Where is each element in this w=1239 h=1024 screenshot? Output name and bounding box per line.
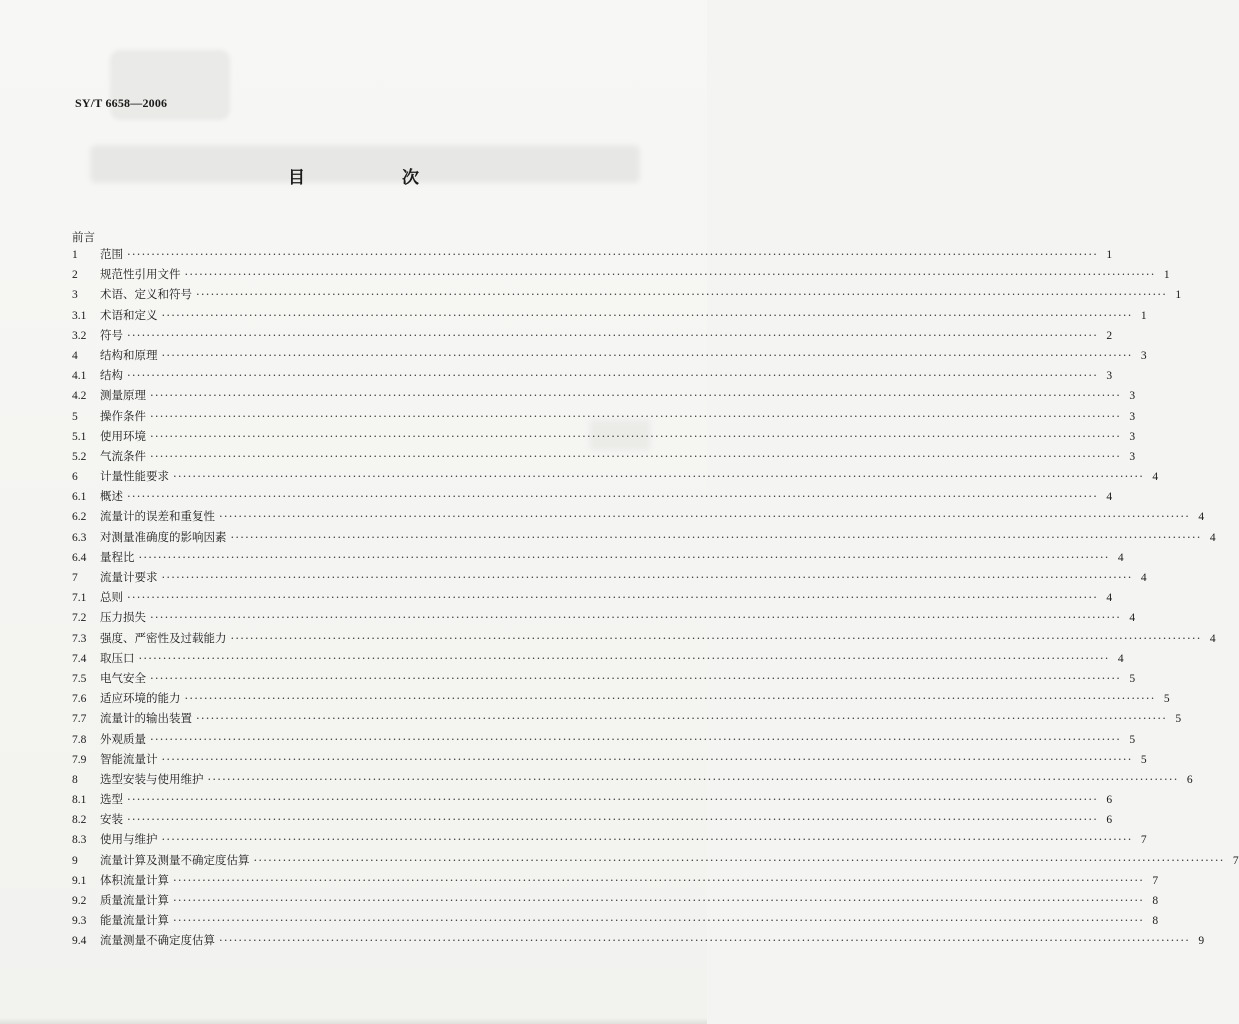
toc-entry-page: 1	[1163, 269, 1170, 282]
toc-entry	[72, 930, 1205, 950]
toc-leader-dots: ········································································································································································································	[161, 751, 1133, 766]
toc-leader-dots: ········································································································································································································	[161, 347, 1133, 362]
toc-entry-label: 范围	[100, 247, 123, 261]
toc-entry	[72, 466, 1159, 486]
toc-entry-label: 操作条件	[100, 408, 146, 423]
toc-entry-number: 4	[72, 349, 78, 362]
toc-entry-number: 4.2	[72, 390, 87, 403]
toc-leader-dots: ········································································································································································································	[127, 489, 1099, 504]
toc-entry	[72, 506, 1205, 526]
toc-leader-dots: ········································································································································································································	[150, 388, 1122, 403]
toc-entry	[72, 345, 1147, 365]
toc-entry-number: 3.2	[72, 329, 87, 342]
toc-entry	[72, 284, 1182, 304]
toc-leader-dots: ········································································································································································································	[253, 852, 1225, 867]
toc-entry-number: 7.8	[72, 733, 87, 746]
toc-leader-dots: ········································································································································································································	[138, 650, 1110, 665]
toc-entry	[72, 426, 1136, 446]
toc-leader-dots: ········································································································································································································	[127, 590, 1099, 605]
toc-entry	[72, 628, 1216, 648]
toc-entry	[72, 527, 1216, 547]
toc-entry	[72, 708, 1182, 728]
toc-entry-page: 4	[1106, 491, 1113, 504]
toc-entry-number: 7.7	[72, 713, 87, 726]
toc-entry	[72, 729, 1136, 749]
toc-entry-page: 4	[1198, 511, 1205, 524]
toc-entry-label: 智能流量计	[100, 751, 158, 766]
standard-code: SY/T 6658—2006	[75, 96, 168, 110]
toc-entry	[72, 607, 1136, 627]
toc-leader-dots: ········································································································································································································	[230, 529, 1202, 544]
toc-entry-page: 4	[1209, 632, 1216, 645]
toc-entry-label: 规范性引用文件	[100, 267, 181, 282]
toc-entry-page: 5	[1175, 713, 1182, 726]
toc-entry-page: 3	[1129, 430, 1136, 443]
toc-entry	[72, 668, 1136, 688]
toc-entry	[72, 870, 1159, 890]
toc-entry-label: 取压口	[100, 650, 135, 665]
toc-entry-page: 3	[1140, 349, 1147, 362]
toc-leader-dots: ········································································································································································································	[150, 670, 1122, 685]
toc-entry-page: 8	[1152, 915, 1159, 928]
toc-preface: 前言	[72, 230, 95, 244]
toc-entry-label: 概述	[100, 489, 123, 504]
toc-entry	[72, 749, 1147, 769]
toc-entry-page: 1	[1140, 309, 1147, 322]
toc-entry-page: 4	[1129, 612, 1136, 625]
toc-entry-page: 5	[1129, 733, 1136, 746]
toc-entry	[72, 688, 1170, 708]
toc-leader-dots: ········································································································································································································	[138, 549, 1110, 564]
toc-entry-number: 8.2	[72, 814, 87, 827]
toc-entry-page: 1	[1106, 249, 1113, 261]
toc-entry-number: 6.4	[72, 551, 87, 564]
toc-leader-dots: ········································································································································································································	[161, 570, 1133, 584]
toc-entry-number: 7	[72, 572, 78, 584]
toc-entry-label: 选型安装与使用维护	[100, 771, 204, 786]
toc-entry-page: 3	[1129, 390, 1136, 403]
toc-entry	[72, 264, 1170, 284]
toc-entry-number: 2	[72, 269, 78, 282]
toc-entry-label: 术语、定义和符号	[100, 287, 192, 302]
toc-entry-page: 8	[1152, 895, 1159, 907]
toc-entry-page: 3	[1129, 450, 1136, 463]
toc-entry-number: 5.1	[72, 430, 87, 443]
toc-entry-label: 结构和原理	[100, 347, 158, 362]
toc-leader-dots: ········································································································································································································	[127, 327, 1099, 342]
toc-leader-dots: ········································································································································································································	[196, 287, 1168, 302]
toc-entry-number: 6	[72, 471, 78, 484]
toc-entry	[72, 850, 1239, 870]
toc-entry-label: 外观质量	[100, 731, 146, 746]
toc-leader-dots: ········································································································································································································	[196, 711, 1168, 726]
toc-entry-number: 5	[72, 410, 78, 423]
toc-entry-number: 3	[72, 289, 78, 302]
toc-entry-page: 4	[1152, 471, 1159, 484]
toc-entry-label: 选型	[100, 792, 123, 807]
toc-leader-dots: ········································································································································································································	[173, 893, 1145, 907]
toc-entry-number: 9	[72, 854, 78, 867]
toc-entry-page: 5	[1129, 672, 1136, 685]
toc-entry	[72, 547, 1124, 567]
toc-entry-label: 压力损失	[100, 610, 146, 625]
toc-leader-dots: ········································································································································································································	[127, 247, 1099, 261]
toc-entry-label: 术语和定义	[100, 307, 158, 322]
toc-leader-dots: ········································································································································································································	[150, 731, 1122, 746]
toc-entry-number: 9.3	[72, 915, 87, 928]
toc-entry-page: 7	[1232, 854, 1239, 867]
toc-entry	[72, 648, 1124, 668]
toc-entry-label: 测量原理	[100, 388, 146, 403]
toc-entry-number: 1	[72, 249, 78, 261]
toc-entry-page: 6	[1106, 794, 1113, 807]
toc-entry-label: 适应环境的能力	[100, 691, 181, 706]
toc-entry-page: 3	[1106, 370, 1113, 383]
toc-entry-number: 7.5	[72, 672, 87, 685]
toc-entry	[72, 567, 1147, 587]
toc-entry	[72, 587, 1113, 607]
toc-entry	[72, 365, 1113, 385]
page-edge	[0, 1018, 707, 1024]
toc-entry-page: 4	[1106, 592, 1113, 605]
toc-entry	[72, 890, 1159, 910]
toc-leader-dots: ········································································································································································································	[230, 630, 1202, 645]
toc-entry-page: 4	[1117, 551, 1124, 564]
toc-entry-number: 6.2	[72, 511, 87, 524]
toc-entry-label: 符号	[100, 327, 123, 342]
toc-entry-page: 1	[1175, 289, 1182, 302]
toc-entry-label: 使用环境	[100, 428, 146, 443]
toc-leader-dots: ········································································································································································································	[150, 408, 1122, 423]
toc-entry-page: 9	[1198, 935, 1205, 948]
toc-entry-label: 电气安全	[100, 670, 146, 685]
toc-leader-dots: ········································································································································································································	[173, 913, 1145, 928]
toc-leader-dots: ········································································································································································································	[173, 872, 1145, 887]
toc-entry	[72, 305, 1147, 325]
toc-entry-page: 4	[1140, 572, 1147, 584]
toc-entry-number: 4.1	[72, 370, 87, 383]
toc-entry	[72, 769, 1193, 789]
toc-entry-page: 6	[1186, 773, 1193, 786]
toc-leader-dots: ········································································································································································································	[184, 691, 1156, 706]
toc-entry-number: 8.3	[72, 834, 87, 847]
toc-entry-page: 2	[1106, 329, 1113, 342]
toc-title: 目 次	[288, 168, 459, 188]
toc-entry-page: 7	[1140, 834, 1147, 847]
toc-entry-number: 3.1	[72, 309, 87, 322]
toc-entry-label: 流量计的误差和重复性	[100, 509, 215, 524]
toc-entry-number: 9.4	[72, 935, 87, 948]
toc-entry-number: 9.2	[72, 895, 87, 907]
toc-entry-number: 7.3	[72, 632, 87, 645]
toc-entry-label: 流量计算及测量不确定度估算	[100, 852, 250, 867]
toc-entry-page: 5	[1140, 753, 1147, 766]
toc-leader-dots: ········································································································································································································	[150, 610, 1122, 625]
toc-entry-page: 5	[1163, 693, 1170, 706]
toc-entry	[72, 789, 1113, 809]
toc-entry-number: 9.1	[72, 874, 87, 887]
toc-leader-dots: ········································································································································································································	[127, 812, 1099, 827]
toc-entry-number: 7.2	[72, 612, 87, 625]
toc-entry	[72, 910, 1159, 930]
toc-entry-page: 7	[1152, 874, 1159, 887]
toc-entry-number: 6.1	[72, 491, 87, 504]
toc-entry-label: 计量性能要求	[100, 469, 169, 484]
toc-entry	[72, 486, 1113, 506]
toc-entry	[72, 244, 1113, 264]
toc-entry-number: 7.6	[72, 693, 87, 706]
toc-entry-label: 量程比	[100, 549, 135, 564]
toc-leader-dots: ········································································································································································································	[150, 428, 1122, 443]
toc-leader-dots: ········································································································································································································	[150, 448, 1122, 463]
toc-entry-label: 气流条件	[100, 448, 146, 463]
toc-entry	[72, 829, 1147, 849]
toc-entry-label: 流量计要求	[100, 570, 158, 584]
toc-entry-number: 8	[72, 773, 78, 786]
toc-leader-dots: ········································································································································································································	[184, 267, 1156, 282]
toc-leader-dots: ········································································································································································································	[161, 307, 1133, 322]
toc-leader-dots: ········································································································································································································	[127, 368, 1099, 383]
toc-entry-page: 3	[1129, 410, 1136, 423]
toc-leader-dots: ········································································································································································································	[219, 509, 1191, 524]
toc-entry-label: 对测量准确度的影响因素	[100, 529, 227, 544]
toc-entry-number: 5.2	[72, 450, 87, 463]
toc-entry-number: 7.4	[72, 652, 87, 665]
toc-entry-label: 结构	[100, 368, 123, 383]
toc-entry-number: 6.3	[72, 531, 87, 544]
toc-entry	[72, 809, 1113, 829]
toc-entry-label: 流量测量不确定度估算	[100, 933, 215, 948]
toc-entry	[72, 446, 1136, 466]
toc-entry-number: 7.1	[72, 592, 87, 605]
toc-entry-label: 能量流量计算	[100, 913, 169, 928]
toc-entry	[72, 406, 1136, 426]
toc-entry	[72, 325, 1113, 345]
toc-leader-dots: ········································································································································································································	[219, 933, 1191, 948]
toc-entry	[72, 385, 1136, 405]
toc-entry-label: 强度、严密性及过载能力	[100, 630, 227, 645]
toc-list	[72, 244, 1239, 951]
toc-entry-label: 流量计的输出装置	[100, 711, 192, 726]
toc-leader-dots: ········································································································································································································	[127, 792, 1099, 807]
toc-leader-dots: ········································································································································································································	[173, 469, 1145, 484]
toc-entry-label: 质量流量计算	[100, 893, 169, 907]
toc-entry-label: 总则	[100, 590, 123, 605]
toc-entry-page: 6	[1106, 814, 1113, 827]
toc-entry-label: 使用与维护	[100, 832, 158, 847]
toc-leader-dots: ········································································································································································································	[207, 771, 1179, 786]
toc-entry-number: 7.9	[72, 753, 87, 766]
toc-entry-page: 4	[1117, 652, 1124, 665]
toc-entry-number: 8.1	[72, 794, 87, 807]
toc-entry-label: 安装	[100, 812, 123, 827]
toc-entry-page: 4	[1209, 531, 1216, 544]
toc-leader-dots: ········································································································································································································	[161, 832, 1133, 847]
toc-entry-label: 体积流量计算	[100, 872, 169, 887]
